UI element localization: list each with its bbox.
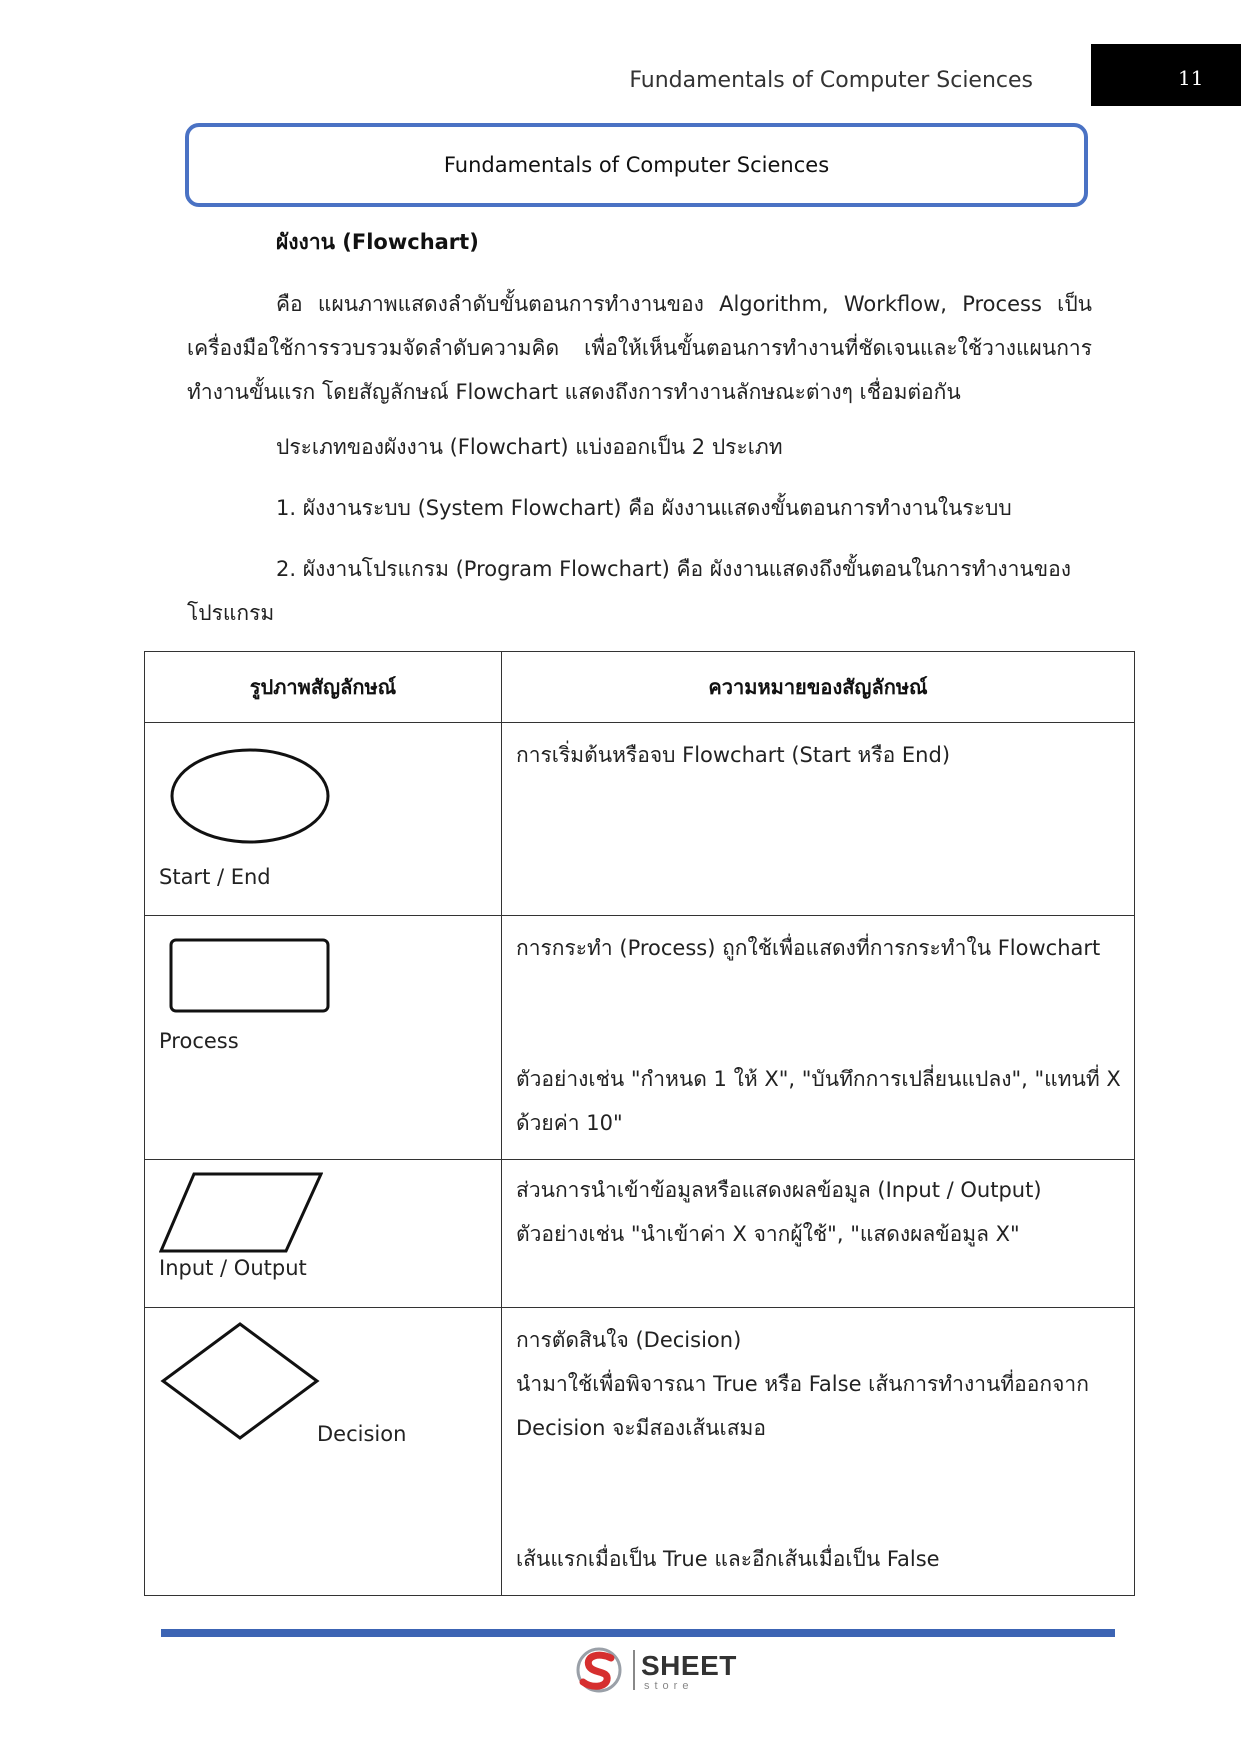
symbol-label: Start / End xyxy=(159,865,271,889)
symbol-cell xyxy=(145,1160,502,1308)
table-row xyxy=(145,723,1135,916)
symbol-cell xyxy=(145,723,502,916)
meaning-cell xyxy=(502,723,1135,916)
symbol-label: Input / Output xyxy=(159,1256,307,1280)
meaning-cell xyxy=(502,1160,1135,1308)
symbol-label: Decision xyxy=(317,1422,407,1446)
table-row xyxy=(145,916,1135,1160)
symbol-label: Process xyxy=(159,1029,239,1053)
meaning-text: การเริ่มต้นหรือจบ Flowchart (Start หรือ End) xyxy=(516,743,951,767)
section-heading: ผังงาน (Flowchart) xyxy=(276,230,479,254)
type-program-flowchart: 2. ผังงานโปรแกรม (Program Flowchart) คือ ผังงานแสดงถึงขั้นตอนในการทำงานของ xyxy=(276,557,1071,581)
table-header-row xyxy=(145,652,1135,723)
logo-s-icon xyxy=(575,1646,627,1694)
table-row xyxy=(145,1308,1135,1596)
flowchart-symbols-table xyxy=(144,651,1135,1596)
chapter-title-box xyxy=(185,123,1088,207)
type-system-flowchart: 1. ผังงานระบบ (System Flowchart) คือ ผังงานแสดงขั้นตอนการทำงานในระบบ xyxy=(276,496,1012,520)
type-program-flowchart-cont: โปรแกรม xyxy=(187,601,275,625)
column-header-meaning: ความหมายของสัญลักษณ์ xyxy=(502,652,1135,723)
meaning-text: การกระทำ (Process) ถูกใช้เพื่อแสดงที่การกระทำใน Flowchart xyxy=(516,936,1101,960)
table-row xyxy=(145,1160,1135,1308)
page-number: 11 xyxy=(1178,66,1204,90)
sheet-store-logo xyxy=(575,1646,745,1694)
symbol-cell xyxy=(145,916,502,1160)
meaning-cell xyxy=(502,916,1135,1160)
types-intro: ประเภทของผังงาน (Flowchart) แบ่งออกเป็น 2 ประเภท xyxy=(276,435,783,459)
running-header: Fundamentals of Computer Sciences xyxy=(629,68,1033,93)
meaning-text: ส่วนการนำเข้าข้อมูลหรือแสดงผลข้อมูล (Input / Output) xyxy=(516,1178,1042,1202)
meaning-detail: นำมาใช้เพื่อพิจารณา True หรือ False เส้นการทำงานที่ออกจาก Decision จะมีสองเส้นเสมอ xyxy=(516,1372,1089,1440)
meaning-detail-2: เส้นแรกเมื่อเป็น True และอีกเส้นเมื่อเป็น False xyxy=(516,1547,940,1571)
logo-text: SHEET xyxy=(641,1650,737,1681)
rectangle-icon xyxy=(169,938,331,1014)
page-number-box xyxy=(1091,44,1241,106)
logo-divider xyxy=(633,1650,635,1690)
meaning-example: ตัวอย่างเช่น "กำหนด 1 ให้ X", "บันทึกการเปลี่ยนแปลง", "แทนที่ X ด้วยค่า 10" xyxy=(516,1067,1121,1135)
meaning-cell xyxy=(502,1308,1135,1596)
parallelogram-icon xyxy=(159,1172,323,1254)
symbol-cell xyxy=(145,1308,502,1596)
column-header-symbol: รูปภาพสัญลักษณ์ xyxy=(145,652,502,723)
diamond-icon xyxy=(159,1322,321,1440)
logo-subtext: store xyxy=(644,1680,694,1692)
footer-rule xyxy=(161,1629,1115,1637)
definition-paragraph: คือ แผนภาพแสดงลำดับขั้นตอนการทำงานของ Algorithm, Workflow, Process เป็นเครื่องมือใช้การรวบรวมจัดลำดับความคิด เพื่อให้เห็นขั้นตอนการทำงานที่ชัดเจนและใช้วางแผนการทำงานขั้นแรก โดยสัญลักษณ์ Flowchart แสดงถึงการทำงานลักษณะต่างๆ เชื่อมต่อกัน xyxy=(187,292,1092,404)
chapter-title: Fundamentals of Computer Sciences xyxy=(443,153,830,177)
meaning-example: ตัวอย่างเช่น "นำเข้าค่า X จากผู้ใช้", "แสดงผลข้อมูล X" xyxy=(516,1222,1020,1246)
meaning-text: การตัดสินใจ (Decision) xyxy=(516,1328,742,1352)
ellipse-icon xyxy=(169,747,331,845)
